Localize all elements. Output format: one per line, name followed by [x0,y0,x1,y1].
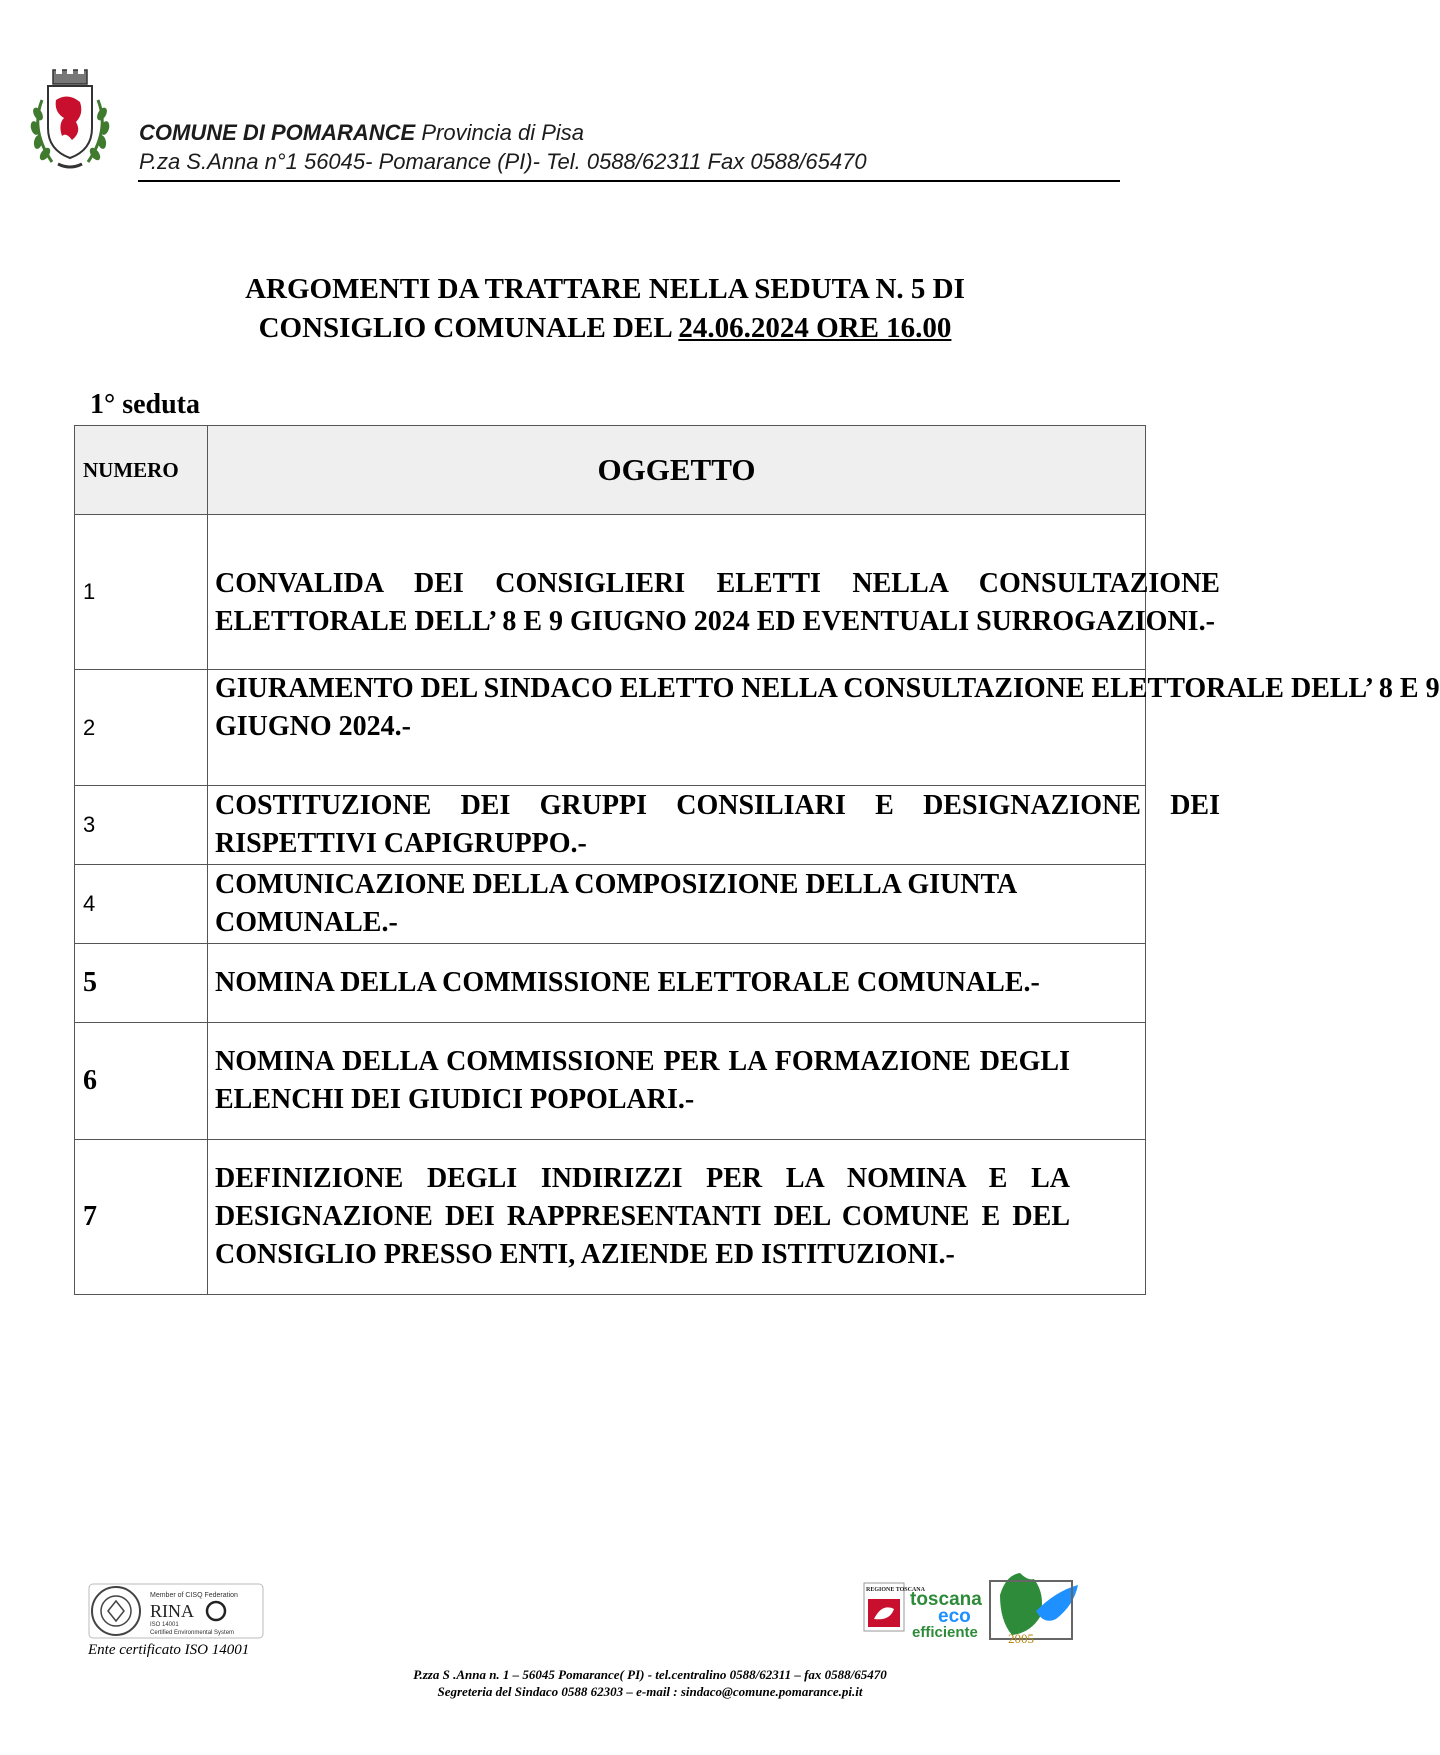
table-row [75,515,1146,670]
column-header-oggetto: OGGETTO [208,426,1146,515]
row-subject-text: NOMINA DELLA COMMISSIONE ELETTORALE COMUNALE.- [215,967,1040,998]
row-number: 7 [75,1140,208,1295]
rina-certification-logo [88,1583,264,1639]
table-row [75,670,1146,786]
letterhead-divider [138,180,1120,182]
provincia: Provincia di Pisa [421,120,584,145]
row-subject-text-line1: GIURAMENTO DEL SINDACO ELETTO NELLA CONSULTAZIONE ELETTORALE DELL’ 8 E 9 [215,673,1440,704]
letterhead-address: P.za S.Anna n°1 56045- Pomarance (PI)- Tel. 0588/62311 Fax 0588/65470 [139,149,867,174]
table-row [75,1023,1146,1140]
title-prefix: CONSIGLIO COMUNALE DEL [258,312,679,344]
comune-crest-logo [22,70,118,176]
row-subject [208,944,1146,1023]
footer-address: P.zza S .Anna n. 1 – 56045 Pomarance( PI) - tel.centralino 0588/62311 – fax 0588/65470 [413,1667,887,1682]
iso-certification-note: Ente certificato ISO 14001 [88,1642,250,1658]
eco-efficiente-text: efficiente [912,1624,978,1641]
row-number: 3 [75,786,208,865]
row-subject [208,670,1440,786]
meeting-date: 24.06.2024 ORE 16.00 [678,312,952,344]
rina-member-text: Member of CISQ Federation [150,1592,238,1599]
table-header-row [75,426,1146,515]
eco-regione-text: REGIONE TOSCANA [866,1587,925,1593]
row-subject [208,515,1220,670]
seduta-label: 1° seduta [90,389,200,420]
footer-contacts: Segreteria del Sindaco 0588 62303 – e-mail : sindaco@comune.pomarance.pi.it [437,1684,863,1699]
row-subject [208,786,1220,865]
row-number: 5 [75,944,208,1023]
table-row [75,1140,1146,1295]
row-subject-text: COSTITUZIONE DEI GRUPPI CONSILIARI E DESIGNAZIONE DEI RISPETTIVI CAPIGRUPPO.- [215,790,1220,859]
table-row [75,944,1146,1023]
eco-toscana-text: toscana [910,1589,982,1610]
row-subject-text: NOMINA DELLA COMMISSIONE PER LA FORMAZIONE DEGLI ELENCHI DEI GIUDICI POPOLARI.- [215,1046,1070,1115]
row-number: 4 [75,865,208,944]
comune-name: COMUNE DI POMARANCE [139,120,416,145]
document-title-line2 [0,309,1210,347]
row-number: 6 [75,1023,208,1140]
agenda-table [74,425,1440,1295]
eco-eco-text: eco [938,1606,971,1627]
eco-year-text: 2005 [1008,1631,1034,1646]
row-subject-text: COMUNICAZIONE DELLA COMPOSIZIONE DELLA GIUNTA COMUNALE.- [215,869,1016,938]
document-title-line1: ARGOMENTI DA TRATTARE NELLA SEDUTA N. 5 DI [245,273,965,305]
row-subject [208,1140,1146,1295]
row-subject [208,1023,1146,1140]
letterhead [139,118,1119,176]
rina-cert-text: Certified Environmental System [150,1630,235,1636]
row-subject-text: DEFINIZIONE DEGLI INDIRIZZI PER LA NOMINA E LA DESIGNAZIONE DEI RAPPRESENTANTI DEL COMUNE E DEL CONSIGLIO PRESSO ENTI, AZIENDE ED ISTITUZIONI.- [215,1163,1070,1270]
column-header-numero: NUMERO [75,426,208,515]
toscana-eco-efficiente-logo [860,1555,1100,1645]
table-row [75,786,1146,865]
rina-iso-text: ISO 14001 [150,1622,179,1628]
table-row [75,865,1146,944]
row-subject-text-line2: GIUGNO 2024.- [215,711,411,742]
rina-name-text: RINA [150,1601,194,1621]
row-number: 1 [75,515,208,670]
row-number: 2 [75,670,208,786]
row-subject [208,865,1146,944]
row-subject-text: CONVALIDA DEI CONSIGLIERI ELETTI NELLA CONSULTAZIONE ELETTORALE DELL’ 8 E 9 GIUGNO 2024 ED EVENTUALI SURROGAZIONI.- [215,568,1220,637]
